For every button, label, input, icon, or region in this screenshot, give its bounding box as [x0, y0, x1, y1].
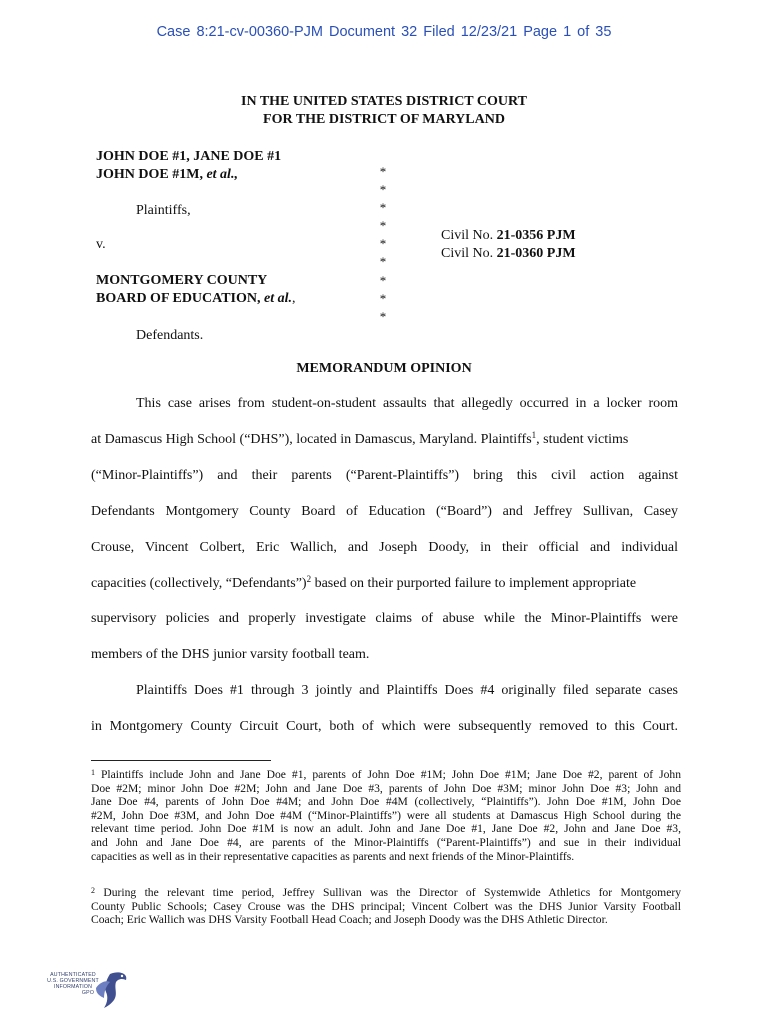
body-line: supervisory policies and properly investigate claims of abuse while the Minor-Plaintiffs were: [91, 611, 678, 626]
defendants-comma: ,: [292, 291, 296, 306]
footnote-line: Jane Doe #4, parents of John Doe #4M; and John Doe #4M (collectively, “Plaintiffs”). John Doe #1M, John Doe: [91, 795, 681, 809]
footnote-1: [91, 768, 681, 863]
body-line-text: based on their purported failure to implement appropriate: [311, 576, 637, 591]
court-district: FOR THE DISTRICT OF MARYLAND: [263, 112, 505, 127]
civil-number-1-value: 21-0356 PJM: [496, 228, 576, 243]
court-name: IN THE UNITED STATES DISTRICT COURT: [241, 94, 527, 109]
caption-star: *: [379, 290, 387, 306]
civil-number-2: [441, 245, 576, 263]
opinion-title: MEMORANDUM OPINION: [296, 361, 472, 376]
caption-star: *: [379, 218, 387, 234]
caption-star: *: [379, 200, 387, 216]
footnote-line: and John and Jane Doe #4, are parents of the Minor-Plaintiffs (“Parent-Plaintiffs”) and sue in their individual: [91, 835, 681, 849]
defendants-names-1: MONTGOMERY COUNTY: [96, 273, 268, 288]
gpo-logo-line: AUTHENTICATED: [50, 972, 96, 978]
caption-star: *: [379, 182, 387, 198]
footnote-line: County Public Schools; Casey Crouse was the DHS principal; Vincent Colbert was the DHS Junior Varsity Football: [91, 899, 681, 913]
footnote-line: relevant time period. John Doe #1M is now an adult. John and Jane Doe #1, Jane Doe #2, John and Jane Doe #3,: [91, 822, 681, 836]
plaintiffs-label: Plaintiffs,: [136, 203, 191, 218]
gpo-logo-line: GPO: [81, 990, 95, 996]
defendants-names-2-bold: BOARD OF EDUCATION,: [96, 291, 261, 306]
caption-star-column: [378, 163, 388, 326]
body-line-text: at Damascus High School (“DHS”), located in Damascus, Maryland. Plaintiffs: [91, 432, 532, 447]
footnote-ref-1[interactable]: 1: [531, 430, 537, 440]
body-line: This case arises from student-on-student assaults that allegedly occurred in a locker room: [136, 396, 678, 411]
eagle-icon: [38, 968, 130, 1012]
caption-star: *: [379, 254, 387, 270]
caption-star: *: [379, 236, 387, 252]
body-line: Defendants Montgomery County Board of Education (“Board”) and Jeffrey Sullivan, Casey: [91, 504, 678, 519]
defendants-names-2: [96, 290, 296, 308]
civil-number-1: [441, 227, 576, 245]
body-line-text: , student victims: [536, 432, 629, 447]
civil-number-2-prefix: Civil No.: [441, 246, 494, 261]
defendants-et-al: et al.: [264, 291, 293, 306]
plaintiffs-names-1: JOHN DOE #1, JANE DOE #1: [96, 149, 282, 164]
caption-star: *: [379, 308, 387, 324]
body-line: in Montgomery County Circuit Court, both of which were subsequently removed to this Court.: [91, 719, 678, 734]
gpo-logo-line: INFORMATION: [53, 984, 93, 990]
plaintiffs-et-al: et al.,: [206, 167, 238, 182]
body-line: Plaintiffs Does #1 through 3 jointly and Plaintiffs Does #4 originally filed separate cases: [136, 683, 678, 698]
footnote-ref-2[interactable]: 2: [306, 574, 312, 584]
body-line: [91, 575, 678, 593]
body-line: [91, 431, 678, 449]
gpo-logo-line: U.S. GOVERNMENT: [47, 978, 99, 984]
footnote-line: #2M, John Doe #3M, and John Doe #4M (“Minor-Plaintiffs”) were all students at Damascus High School during the: [91, 808, 681, 822]
civil-number-2-value: 21-0360 PJM: [496, 246, 576, 261]
body-line: members of the DHS junior varsity football team.: [91, 647, 370, 662]
footnote-line: Coach; Eric Wallich was DHS Varsity Football Head Coach; and Joseph Doody was the DHS Athletic Director.: [91, 913, 608, 927]
body-line-text: capacities (collectively, “Defendants”): [91, 576, 307, 591]
gpo-authentication-logo: [38, 968, 130, 1012]
versus-label: v.: [96, 237, 106, 252]
footnote-line: Doe #2M; minor John Doe #2M; John and Jane Doe #3, parents of John Doe #3M; minor John Doe #3; John and: [91, 781, 681, 795]
footnote-1-mark: 1: [91, 768, 95, 777]
footnote-divider: [91, 760, 271, 761]
body-line: (“Minor-Plaintiffs”) and their parents (“Parent-Plaintiffs”) bring this civil action against: [91, 468, 678, 483]
footnote-line: During the relevant time period, Jeffrey Sullivan was the Director of Systemwide Athletics for Montgomery: [95, 886, 681, 899]
case-header: Case 8:21-cv-00360-PJM Document 32 Filed 12/23/21 Page 1 of 35: [156, 24, 612, 40]
caption-star: *: [379, 272, 387, 288]
caption-star: *: [379, 164, 387, 179]
plaintiffs-names-2-bold: JOHN DOE #1M,: [96, 167, 203, 182]
footnote-2: [91, 886, 681, 927]
body-line: Crouse, Vincent Colbert, Eric Wallich, and Joseph Doody, in their official and individual: [91, 540, 678, 555]
footnote-line: capacities as well as in their representative capacities as parents and next friends of the Minor-Plaintiffs.: [91, 849, 575, 863]
civil-number-1-prefix: Civil No.: [441, 228, 494, 243]
footnote-line: Plaintiffs include John and Jane Doe #1, parents of John Doe #1M; John Doe #1M; Jane Doe #2, parent of John: [95, 768, 681, 781]
footnote-2-mark: 2: [91, 886, 95, 895]
defendants-label: Defendants.: [136, 328, 204, 343]
plaintiffs-names-2: [96, 166, 238, 184]
